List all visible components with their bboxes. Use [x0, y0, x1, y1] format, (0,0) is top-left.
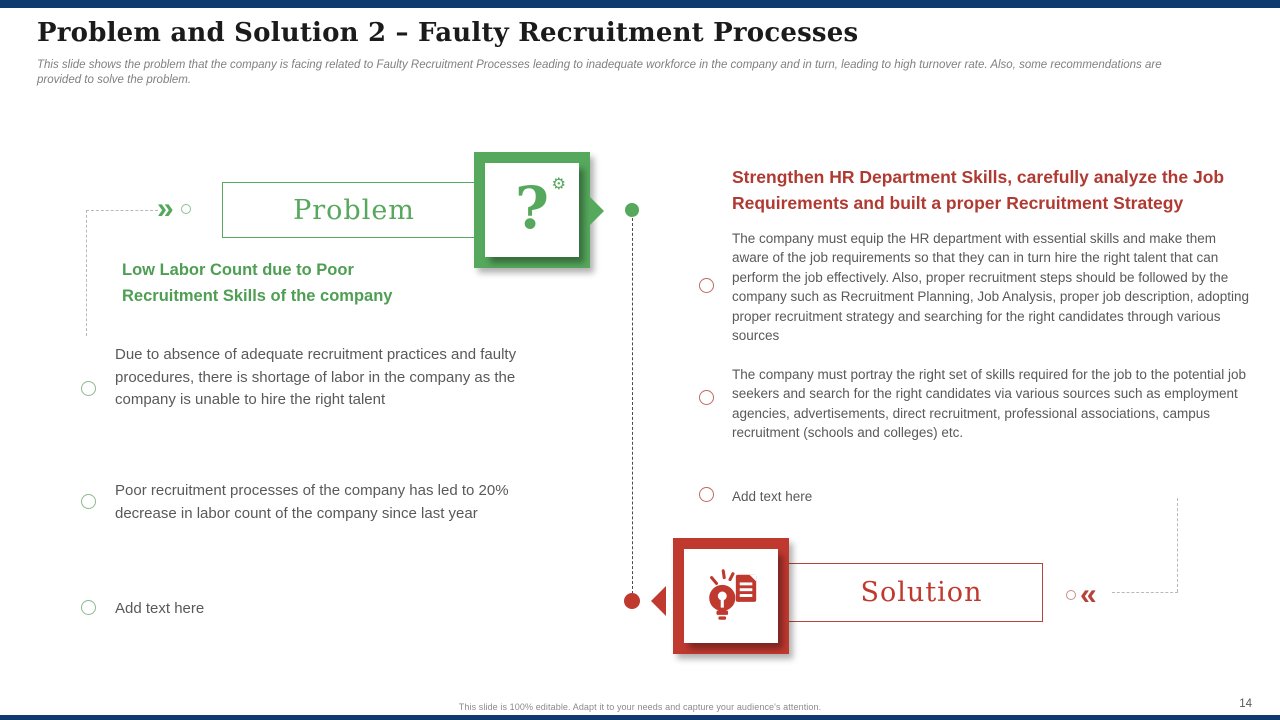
arrow-right-icon — [589, 196, 604, 226]
problem-connector-horizontal — [86, 210, 158, 211]
footer-note: This slide is 100% editable. Adapt it to your needs and capture your audience's attention. — [458, 702, 822, 712]
problem-label-box — [222, 182, 486, 238]
double-chevron-left-icon: « — [1080, 578, 1097, 611]
bullet-circle-icon — [81, 381, 96, 396]
problem-connector-vertical — [86, 210, 87, 336]
solution-connector-horizontal — [1112, 592, 1178, 593]
lightbulb-document-icon — [684, 549, 778, 643]
bullet-circle-icon — [699, 487, 714, 502]
problem-headline: Low Labor Count due to Poor Recruitment Skills of the company — [122, 261, 393, 305]
solution-bullet-3-placeholder[interactable]: Add text here — [732, 489, 813, 504]
bullet-circle-icon — [699, 278, 714, 293]
connector-endpoint-circle-icon — [181, 204, 191, 214]
solution-label-box — [770, 563, 1043, 622]
solution-bullet-1: The company must equip the HR department with essential skills and make them aware of the job requirements so that they can in turn hire the right talent that can perform the job effectively. Also, proper recruitment steps should be followed by the company such as Recruitment Planning, Job Analysis, proper job description, adopting proper recruitment strategy and searching for the right candidates through various sources — [732, 231, 1250, 344]
connector-endpoint-circle-icon — [1066, 590, 1076, 600]
problem-bullet-1: Due to absence of adequate recruitment practices and faulty procedures, there is shortage of labor in the company as the company is unable to hire the right talent — [115, 346, 517, 408]
problem-icon-frame — [474, 152, 590, 268]
problem-bullet-3-placeholder[interactable]: Add text here — [115, 600, 205, 617]
page-number: 14 — [1239, 698, 1252, 710]
solution-connector-vertical — [1177, 498, 1178, 592]
bullet-circle-icon — [81, 494, 96, 509]
bottom-accent-bar — [0, 715, 1280, 720]
connector-dot-green — [625, 203, 639, 217]
problem-label: Problem — [293, 194, 415, 226]
solution-headline: Strengthen HR Department Skills, carefully analyze the Job Requirements and built a proper Recruitment Strategy — [732, 167, 1225, 214]
double-chevron-right-icon: » — [157, 192, 174, 225]
top-accent-bar — [0, 0, 1280, 8]
gear-icon: ⚙ — [551, 174, 566, 193]
bullet-circle-icon — [81, 600, 96, 615]
page-title: Problem and Solution 2 – Faulty Recruitment Processes — [37, 18, 859, 48]
problem-bullet-2: Poor recruitment processes of the company has led to 20% decrease in labor count of the company since last year — [115, 482, 509, 522]
page-subtitle: This slide shows the problem that the company is facing related to Faulty Recruitment Processes leading to inadequate workforce in the company and in turn, leading to high turnover rate. Also, some recommendations are provided to solve the problem. — [37, 59, 1162, 87]
center-connector-line — [632, 218, 633, 594]
solution-label: Solution — [860, 577, 983, 608]
arrow-left-icon — [651, 586, 666, 616]
question-mark-gear-icon: ? ⚙ — [485, 163, 579, 257]
lightbulb-document-svg — [700, 565, 762, 627]
bullet-circle-icon — [699, 390, 714, 405]
connector-dot-red — [624, 593, 640, 609]
solution-icon-frame — [673, 538, 789, 654]
solution-bullet-2: The company must portray the right set of skills required for the job to the potential job seekers and search for the right candidates via various sources such as employment agencies, advertisements, direct recruitment, professional associations, campus recruitment (schools and colleges) etc. — [732, 367, 1247, 441]
